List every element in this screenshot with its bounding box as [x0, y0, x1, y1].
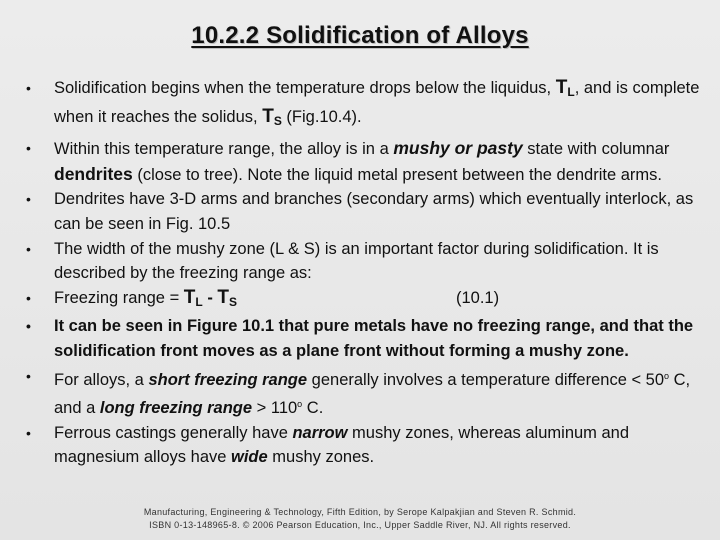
symbol-T: T: [183, 286, 196, 308]
list-item: [24, 187, 704, 236]
list-item: [24, 76, 704, 133]
bullet-text: Dendrites have 3-D arms and branches (secondary arms) which eventually interlock, as can be seen in Fig. 10.5: [54, 190, 694, 233]
equation-number: (10.1): [456, 288, 500, 307]
subscript-S: S: [273, 113, 282, 128]
bullet-text: C, and a: [54, 370, 691, 418]
list-item: [24, 136, 704, 187]
list-item: [24, 364, 704, 421]
bullet-list: [24, 76, 704, 470]
superscript-degree: o: [297, 399, 303, 410]
emphasis-narrow: narrow: [292, 423, 348, 442]
footer-line: Manufacturing, Engineering & Technology, Fifth Edition, by Serope Kalpakjian and Steven R. Schmid.: [143, 507, 577, 517]
bullet-text: generally involves a temperature difference < 50: [307, 370, 665, 389]
slide-title: 10.2.2 Solidification of Alloys: [191, 22, 529, 49]
superscript-degree: o: [664, 370, 670, 381]
symbol-T: T: [555, 77, 568, 98]
bullet-text: > 110: [252, 399, 298, 418]
subscript-L: L: [567, 85, 575, 99]
bullet-text: Ferrous castings generally have: [54, 423, 293, 442]
bullet-glyph: •: [26, 289, 31, 306]
minus-sign: -: [202, 288, 218, 307]
bullet-glyph: •: [26, 318, 31, 335]
bullet-text: Solidification begins when the temperature drops below the liquidus,: [54, 79, 556, 97]
bullet-text: (close to tree). Note the liquid metal present between the dendrite arms.: [132, 165, 662, 184]
bullet-text: , and is complete when it reaches the solidus,: [54, 79, 700, 126]
symbol-T: T: [217, 286, 230, 308]
emphasis-wide: wide: [231, 448, 268, 467]
bullet-glyph: •: [26, 80, 31, 96]
list-item: [24, 421, 704, 470]
symbol-T: T: [262, 105, 274, 127]
footer-credit: [0, 506, 720, 532]
bullet-glyph: •: [26, 424, 31, 441]
bullet-text: state with columnar: [522, 140, 670, 159]
bullet-glyph: •: [26, 140, 31, 157]
emphasis-mushy-or-pasty: mushy or pasty: [393, 138, 523, 159]
subscript-S: S: [229, 294, 238, 309]
emphasis-dendrites: dendrites: [54, 163, 133, 184]
bullet-text: The width of the mushy zone (L & S) is an important factor during solidification. It is described by the freezing range as:: [54, 239, 659, 283]
bullet-glyph: •: [26, 367, 31, 384]
bullet-glyph: •: [26, 240, 31, 257]
emphasis-long-freezing-range: long freezing range: [99, 399, 253, 418]
subscript-L: L: [195, 294, 203, 309]
bullet-text: It can be seen in Figure 10.1 that pure metals have no freezing range, and that the solidification front moves as a plane front without forming a mushy zone.: [54, 317, 694, 360]
bullet-text: For alloys, a: [54, 370, 149, 389]
bullet-text: mushy zones.: [267, 448, 375, 467]
list-item: [24, 314, 704, 363]
footer-line: ISBN 0-13-148965-8. © 2006 Pearson Education, Inc., Upper Saddle River, NJ. All rights reserved.: [149, 520, 571, 530]
bullet-text: (Fig.10.4).: [281, 107, 362, 126]
bullet-text: Within this temperature range, the alloy is in a: [54, 140, 394, 159]
emphasis-short-freezing-range: short freezing range: [148, 370, 308, 389]
bullet-text: Freezing range =: [54, 288, 184, 307]
bullet-text: C.: [302, 399, 324, 418]
bullet-text: mushy zones, whereas aluminum and magnesium alloys have: [54, 423, 630, 467]
list-item: [24, 286, 704, 315]
bullet-glyph: •: [26, 191, 31, 208]
list-item: [24, 237, 704, 286]
